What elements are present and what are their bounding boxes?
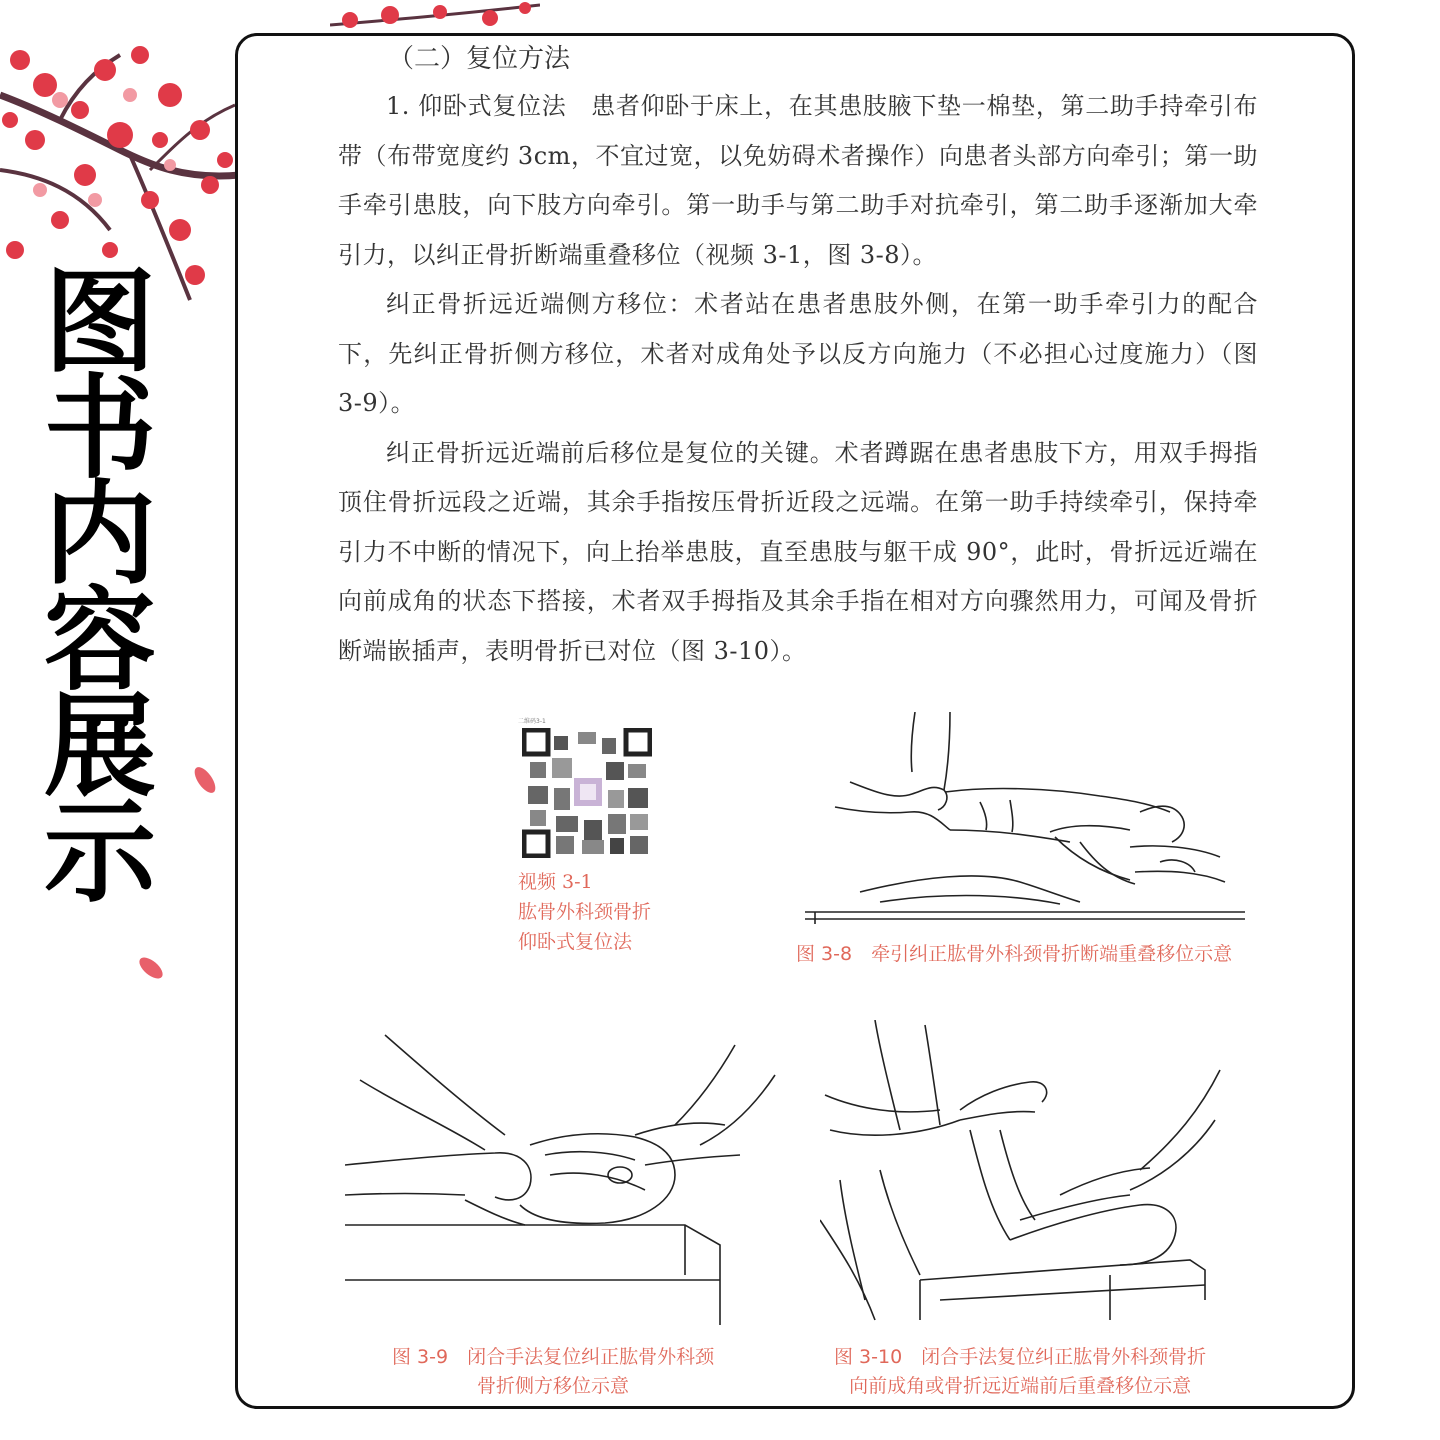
figure-3-10-caption <box>834 1343 1206 1401</box>
side-title <box>40 258 160 918</box>
figure-3-8-illustration <box>800 712 1255 927</box>
figure-3-10-caption-line: 向前成角或骨折远近端前后重叠移位示意 <box>849 1375 1192 1397</box>
figure-3-10-caption-line: 图 3-10 闭合手法复位纠正肱骨外科颈骨折 <box>834 1346 1207 1368</box>
section-heading: （二）复位方法 <box>388 44 571 74</box>
figure-3-9-caption <box>392 1343 714 1401</box>
figure-3-10-illustration <box>820 1020 1230 1330</box>
side-title-char: 图 <box>44 258 156 388</box>
figure-3-9-caption-line: 图 3-9 闭合手法复位纠正肱骨外科颈 <box>392 1346 715 1368</box>
qr-caption <box>518 867 651 957</box>
body-text <box>338 82 1258 676</box>
side-title-char: 内 <box>44 470 156 600</box>
side-title-char: 书 <box>44 364 156 494</box>
side-title-char: 容 <box>44 576 156 706</box>
side-title-char: 展 <box>44 682 156 812</box>
qr-caption-line: 仰卧式复位法 <box>518 931 633 953</box>
figure-3-9-illustration <box>345 1025 780 1325</box>
paragraph: 纠正骨折远近端侧方移位：术者站在患者患肢外侧，在第一助手牵引力的配合下，先纠正骨折侧方移位，术者对成角处予以反方向施力（不必担心过度施力）（图 3-9）。 <box>338 290 1258 417</box>
qr-caption-line: 视频 3-1 <box>518 871 593 893</box>
petal-icon <box>190 760 220 800</box>
paragraph: 1. 仰卧式复位法 患者仰卧于床上，在其患肢腋下垫一棉垫，第二助手持牵引布带（布带宽度约 3cm，不宜过宽，以免妨碍术者操作）向患者头部方向牵引；第一助手牵引患肢，向下肢方向牵引。第一助手与第二助手对抗牵引，第二助手逐渐加大牵引力，以纠正骨折断端重叠移位（视频 3-1，图 3-8）。 <box>338 92 1258 269</box>
qr-code-image[interactable] <box>522 728 652 858</box>
plum-blossom-top-decoration <box>330 0 540 35</box>
paragraph: 纠正骨折远近端前后移位是复位的关键。术者蹲踞在患者患肢下方，用双手拇指顶住骨折远段之近端，其余手指按压骨折近段之远端。在第一助手持续牵引，保持牵引力不中断的情况下，向上抬举患肢，直至患肢与躯干成 90°，此时，骨折远近端在向前成角的状态下搭接，术者双手拇指及其余手指在相对方向骤然用力，可闻及骨折断端嵌插声，表明骨折已对位（图 3-10）。 <box>338 438 1258 665</box>
petal-icon <box>135 950 167 986</box>
qr-code-label: 二维码3-1 <box>518 718 546 725</box>
figure-3-9-caption-line: 骨折侧方移位示意 <box>477 1375 630 1397</box>
qr-caption-line: 肱骨外科颈骨折 <box>518 901 652 923</box>
figure-3-8-caption: 图 3-8 牵引纠正肱骨外科颈骨折断端重叠移位示意 <box>796 943 1233 965</box>
side-title-char: 示 <box>44 788 156 918</box>
